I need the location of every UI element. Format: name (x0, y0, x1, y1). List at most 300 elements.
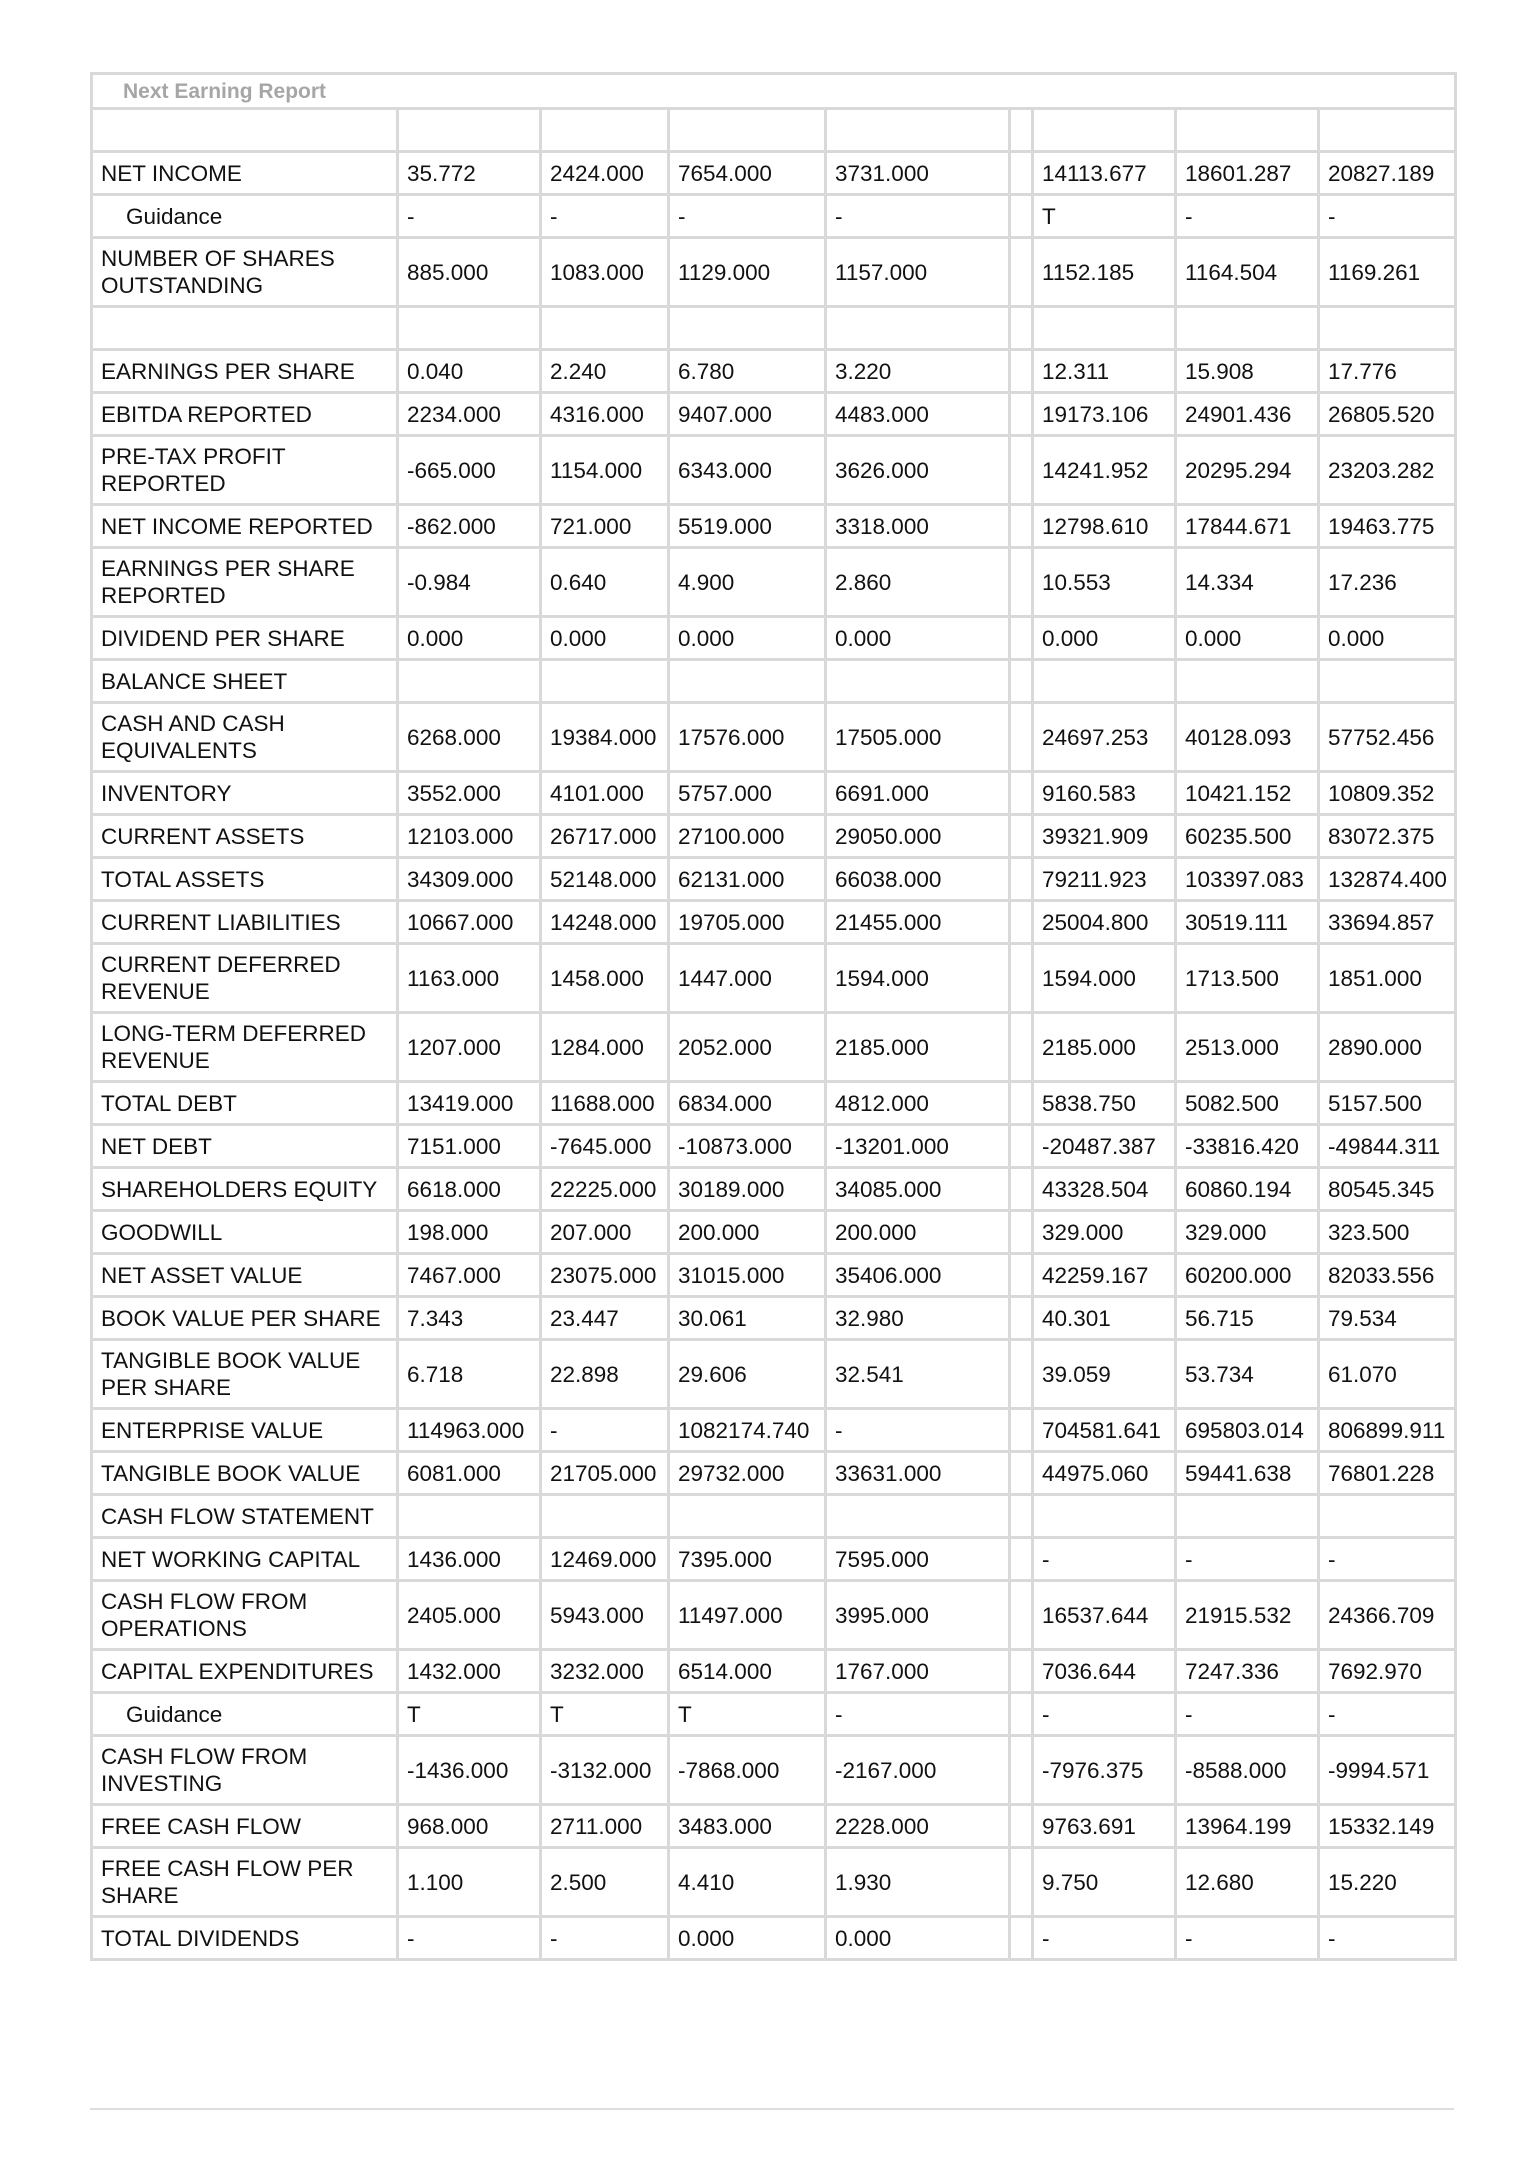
value-cell: 13419.000 (398, 1082, 541, 1125)
value-cell: 5838.750 (1033, 1082, 1176, 1125)
column-spacer (1010, 393, 1033, 436)
value-cell: -20487.387 (1033, 1125, 1176, 1168)
value-cell: 7692.970 (1319, 1650, 1456, 1693)
row-label: INVENTORY (92, 772, 398, 815)
value-cell: 32.980 (826, 1297, 1010, 1340)
value-cell: 79.534 (1319, 1297, 1456, 1340)
table-row (92, 1538, 1456, 1581)
column-spacer (1010, 350, 1033, 393)
value-cell: - (1319, 1917, 1456, 1960)
value-cell: 22.898 (541, 1340, 669, 1409)
value-cell (1033, 109, 1176, 152)
value-cell: 52148.000 (541, 858, 669, 901)
value-cell: 14113.677 (1033, 152, 1176, 195)
value-cell: 59441.638 (1176, 1452, 1319, 1495)
value-cell: 24901.436 (1176, 393, 1319, 436)
value-cell: 2.860 (826, 548, 1010, 617)
row-label: NET DEBT (92, 1125, 398, 1168)
value-cell: 4483.000 (826, 393, 1010, 436)
value-cell: 695803.014 (1176, 1409, 1319, 1452)
value-cell: 12.311 (1033, 350, 1176, 393)
column-spacer (1010, 1848, 1033, 1917)
value-cell: 53.734 (1176, 1340, 1319, 1409)
value-cell: -7645.000 (541, 1125, 669, 1168)
row-label: FREE CASH FLOW PER SHARE (92, 1848, 398, 1917)
value-cell: -862.000 (398, 505, 541, 548)
value-cell: -9994.571 (1319, 1736, 1456, 1805)
value-cell: 7654.000 (669, 152, 826, 195)
value-cell: 2052.000 (669, 1013, 826, 1082)
value-cell: 6.718 (398, 1340, 541, 1409)
value-cell: 0.000 (1319, 617, 1456, 660)
value-cell: 35.772 (398, 152, 541, 195)
value-cell: 60860.194 (1176, 1168, 1319, 1211)
value-cell: 7036.644 (1033, 1650, 1176, 1693)
value-cell: -33816.420 (1176, 1125, 1319, 1168)
value-cell: 2228.000 (826, 1805, 1010, 1848)
value-cell: 5157.500 (1319, 1082, 1456, 1125)
column-spacer (1010, 772, 1033, 815)
value-cell: 76801.228 (1319, 1452, 1456, 1495)
value-cell: 5519.000 (669, 505, 826, 548)
value-cell (1319, 109, 1456, 152)
column-spacer (1010, 238, 1033, 307)
value-cell: 17844.671 (1176, 505, 1319, 548)
row-label: PRE-TAX PROFIT REPORTED (92, 436, 398, 505)
row-label: TOTAL ASSETS (92, 858, 398, 901)
value-cell: 21915.532 (1176, 1581, 1319, 1650)
value-cell: - (1176, 1917, 1319, 1960)
row-label: EARNINGS PER SHARE (92, 350, 398, 393)
value-cell (398, 660, 541, 703)
value-cell: 10667.000 (398, 901, 541, 944)
column-spacer (1010, 1168, 1033, 1211)
value-cell: 10421.152 (1176, 772, 1319, 815)
value-cell: 6618.000 (398, 1168, 541, 1211)
value-cell: 83072.375 (1319, 815, 1456, 858)
value-cell: -0.984 (398, 548, 541, 617)
row-label: EBITDA REPORTED (92, 393, 398, 436)
value-cell: 200.000 (826, 1211, 1010, 1254)
table-row (92, 307, 1456, 350)
value-cell: 19705.000 (669, 901, 826, 944)
value-cell: 29.606 (669, 1340, 826, 1409)
table-row (92, 1254, 1456, 1297)
value-cell: 66038.000 (826, 858, 1010, 901)
value-cell: 42259.167 (1033, 1254, 1176, 1297)
table-row (92, 1805, 1456, 1848)
value-cell: 968.000 (398, 1805, 541, 1848)
value-cell: 207.000 (541, 1211, 669, 1254)
value-cell: 1767.000 (826, 1650, 1010, 1693)
value-cell: 56.715 (1176, 1297, 1319, 1340)
table-row (92, 617, 1456, 660)
value-cell: 721.000 (541, 505, 669, 548)
column-spacer (1010, 1254, 1033, 1297)
value-cell: 4.410 (669, 1848, 826, 1917)
column-spacer (1010, 1340, 1033, 1409)
row-label: CASH AND CASH EQUIVALENTS (92, 703, 398, 772)
value-cell: - (1319, 195, 1456, 238)
value-cell: 1284.000 (541, 1013, 669, 1082)
value-cell: -10873.000 (669, 1125, 826, 1168)
value-cell (541, 1495, 669, 1538)
value-cell: 27100.000 (669, 815, 826, 858)
value-cell: 10.553 (1033, 548, 1176, 617)
table-row (92, 703, 1456, 772)
column-spacer (1010, 1125, 1033, 1168)
value-cell: 4812.000 (826, 1082, 1010, 1125)
value-cell: 40128.093 (1176, 703, 1319, 772)
value-cell: 6343.000 (669, 436, 826, 505)
value-cell: 704581.641 (1033, 1409, 1176, 1452)
value-cell: 198.000 (398, 1211, 541, 1254)
column-spacer (1010, 436, 1033, 505)
row-label: NET WORKING CAPITAL (92, 1538, 398, 1581)
value-cell: 0.640 (541, 548, 669, 617)
column-spacer (1010, 1452, 1033, 1495)
table-row (92, 944, 1456, 1013)
value-cell (1319, 660, 1456, 703)
value-cell: 7395.000 (669, 1538, 826, 1581)
row-label: GOODWILL (92, 1211, 398, 1254)
value-cell: 1851.000 (1319, 944, 1456, 1013)
value-cell: 0.000 (1176, 617, 1319, 660)
table-row (92, 858, 1456, 901)
row-label: FREE CASH FLOW (92, 1805, 398, 1848)
value-cell: 79211.923 (1033, 858, 1176, 901)
value-cell: - (826, 195, 1010, 238)
value-cell: 4101.000 (541, 772, 669, 815)
value-cell: - (541, 195, 669, 238)
value-cell (398, 1495, 541, 1538)
value-cell: 30.061 (669, 1297, 826, 1340)
table-row (92, 1581, 1456, 1650)
value-cell: -7976.375 (1033, 1736, 1176, 1805)
value-cell (1319, 307, 1456, 350)
table-row (92, 901, 1456, 944)
value-cell: 34085.000 (826, 1168, 1010, 1211)
column-spacer (1010, 901, 1033, 944)
value-cell: 2513.000 (1176, 1013, 1319, 1082)
value-cell: 0.000 (541, 617, 669, 660)
value-cell: 61.070 (1319, 1340, 1456, 1409)
value-cell: - (1176, 1538, 1319, 1581)
value-cell: - (541, 1409, 669, 1452)
value-cell (1319, 1495, 1456, 1538)
value-cell (541, 307, 669, 350)
value-cell: 0.000 (669, 617, 826, 660)
value-cell: 35406.000 (826, 1254, 1010, 1297)
value-cell: 13964.199 (1176, 1805, 1319, 1848)
table-row (92, 1013, 1456, 1082)
value-cell (1033, 660, 1176, 703)
value-cell: T (398, 1693, 541, 1736)
row-label: NET INCOME REPORTED (92, 505, 398, 548)
report-title: Next Earning Report (92, 74, 1456, 109)
earnings-table (90, 72, 1457, 1961)
row-label: LONG-TERM DEFERRED REVENUE (92, 1013, 398, 1082)
column-spacer (1010, 1650, 1033, 1693)
value-cell: 3.220 (826, 350, 1010, 393)
column-spacer (1010, 1082, 1033, 1125)
value-cell: - (826, 1409, 1010, 1452)
value-cell: - (541, 1917, 669, 1960)
value-cell (1176, 660, 1319, 703)
column-spacer (1010, 152, 1033, 195)
value-cell: 2424.000 (541, 152, 669, 195)
value-cell: 1447.000 (669, 944, 826, 1013)
value-cell: 4.900 (669, 548, 826, 617)
value-cell (541, 109, 669, 152)
value-cell: 7595.000 (826, 1538, 1010, 1581)
table-row (92, 109, 1456, 152)
value-cell: 6834.000 (669, 1082, 826, 1125)
value-cell: 11688.000 (541, 1082, 669, 1125)
value-cell: 3626.000 (826, 436, 1010, 505)
value-cell: - (1319, 1693, 1456, 1736)
column-spacer (1010, 109, 1033, 152)
value-cell: 1082174.740 (669, 1409, 826, 1452)
column-spacer (1010, 1805, 1033, 1848)
value-cell: 6691.000 (826, 772, 1010, 815)
value-cell: 23203.282 (1319, 436, 1456, 505)
value-cell: 1154.000 (541, 436, 669, 505)
value-cell: -8588.000 (1176, 1736, 1319, 1805)
row-label: DIVIDEND PER SHARE (92, 617, 398, 660)
table-row (92, 1452, 1456, 1495)
row-label: TOTAL DEBT (92, 1082, 398, 1125)
row-label (92, 109, 398, 152)
value-cell: 21705.000 (541, 1452, 669, 1495)
table-row (92, 1650, 1456, 1693)
row-label: CASH FLOW STATEMENT (92, 1495, 398, 1538)
value-cell: T (541, 1693, 669, 1736)
table-row (92, 660, 1456, 703)
value-cell: 11497.000 (669, 1581, 826, 1650)
value-cell (1176, 109, 1319, 152)
table-row (92, 1409, 1456, 1452)
value-cell: 39.059 (1033, 1340, 1176, 1409)
value-cell: -665.000 (398, 436, 541, 505)
table-row (92, 152, 1456, 195)
row-label: TANGIBLE BOOK VALUE PER SHARE (92, 1340, 398, 1409)
column-spacer (1010, 548, 1033, 617)
value-cell: 23075.000 (541, 1254, 669, 1297)
row-label: NET ASSET VALUE (92, 1254, 398, 1297)
value-cell: -7868.000 (669, 1736, 826, 1805)
value-cell: 22225.000 (541, 1168, 669, 1211)
footer-divider (90, 2108, 1454, 2110)
value-cell: 3995.000 (826, 1581, 1010, 1650)
value-cell: 5082.500 (1176, 1082, 1319, 1125)
value-cell: 12.680 (1176, 1848, 1319, 1917)
column-spacer (1010, 703, 1033, 772)
value-cell: 30519.111 (1176, 901, 1319, 944)
value-cell: 60235.500 (1176, 815, 1319, 858)
value-cell: 6081.000 (398, 1452, 541, 1495)
column-spacer (1010, 660, 1033, 703)
value-cell: - (1033, 1693, 1176, 1736)
value-cell: 5757.000 (669, 772, 826, 815)
row-label: CAPITAL EXPENDITURES (92, 1650, 398, 1693)
value-cell: 34309.000 (398, 858, 541, 901)
value-cell: 1713.500 (1176, 944, 1319, 1013)
value-cell: 16537.644 (1033, 1581, 1176, 1650)
value-cell: - (398, 1917, 541, 1960)
column-spacer (1010, 1409, 1033, 1452)
value-cell: 6514.000 (669, 1650, 826, 1693)
value-cell: - (1176, 195, 1319, 238)
column-spacer (1010, 195, 1033, 238)
value-cell: 20295.294 (1176, 436, 1319, 505)
value-cell: 9160.583 (1033, 772, 1176, 815)
row-label: CURRENT DEFERRED REVENUE (92, 944, 398, 1013)
table-row (92, 393, 1456, 436)
value-cell: 0.000 (826, 617, 1010, 660)
value-cell: 1157.000 (826, 238, 1010, 307)
table-row (92, 1082, 1456, 1125)
value-cell: 1436.000 (398, 1538, 541, 1581)
value-cell: 23.447 (541, 1297, 669, 1340)
value-cell: 31015.000 (669, 1254, 826, 1297)
row-label: NUMBER OF SHARES OUTSTANDING (92, 238, 398, 307)
value-cell: - (669, 195, 826, 238)
value-cell (826, 307, 1010, 350)
value-cell: - (826, 1693, 1010, 1736)
value-cell: 2.500 (541, 1848, 669, 1917)
column-spacer (1010, 1211, 1033, 1254)
value-cell: 132874.400 (1319, 858, 1456, 901)
value-cell: 12798.610 (1033, 505, 1176, 548)
value-cell: 19173.106 (1033, 393, 1176, 436)
value-cell: 17505.000 (826, 703, 1010, 772)
value-cell: 5943.000 (541, 1581, 669, 1650)
table-row (92, 195, 1456, 238)
table-row (92, 238, 1456, 307)
value-cell: 17.776 (1319, 350, 1456, 393)
value-cell: 44975.060 (1033, 1452, 1176, 1495)
column-spacer (1010, 1538, 1033, 1581)
column-spacer (1010, 1917, 1033, 1960)
row-label: TANGIBLE BOOK VALUE (92, 1452, 398, 1495)
value-cell: -13201.000 (826, 1125, 1010, 1168)
row-label: Guidance (92, 1693, 398, 1736)
row-label: SHAREHOLDERS EQUITY (92, 1168, 398, 1211)
value-cell: 0.000 (398, 617, 541, 660)
value-cell: 329.000 (1176, 1211, 1319, 1254)
value-cell: 2890.000 (1319, 1013, 1456, 1082)
value-cell: 26717.000 (541, 815, 669, 858)
value-cell: - (1319, 1538, 1456, 1581)
value-cell: 18601.287 (1176, 152, 1319, 195)
value-cell (826, 109, 1010, 152)
value-cell: 14248.000 (541, 901, 669, 944)
value-cell: 4316.000 (541, 393, 669, 436)
value-cell (826, 660, 1010, 703)
value-cell (669, 660, 826, 703)
value-cell (826, 1495, 1010, 1538)
value-cell: 200.000 (669, 1211, 826, 1254)
value-cell: 9.750 (1033, 1848, 1176, 1917)
value-cell: 3483.000 (669, 1805, 826, 1848)
value-cell: 329.000 (1033, 1211, 1176, 1254)
value-cell: - (1176, 1693, 1319, 1736)
table-row (92, 436, 1456, 505)
value-cell: 7247.336 (1176, 1650, 1319, 1693)
value-cell: 15.220 (1319, 1848, 1456, 1917)
value-cell: -2167.000 (826, 1736, 1010, 1805)
value-cell: 2.240 (541, 350, 669, 393)
value-cell: 1163.000 (398, 944, 541, 1013)
table-row (92, 548, 1456, 617)
column-spacer (1010, 858, 1033, 901)
value-cell: 2185.000 (826, 1013, 1010, 1082)
column-spacer (1010, 1495, 1033, 1538)
value-cell: 15332.149 (1319, 1805, 1456, 1848)
value-cell (398, 307, 541, 350)
value-cell: 1.930 (826, 1848, 1010, 1917)
value-cell: 30189.000 (669, 1168, 826, 1211)
table-row (92, 1168, 1456, 1211)
value-cell: 33694.857 (1319, 901, 1456, 944)
row-label: ENTERPRISE VALUE (92, 1409, 398, 1452)
value-cell: 0.000 (669, 1917, 826, 1960)
value-cell: 1164.504 (1176, 238, 1319, 307)
value-cell: -1436.000 (398, 1736, 541, 1805)
value-cell: 1594.000 (1033, 944, 1176, 1013)
value-cell: - (1033, 1538, 1176, 1581)
value-cell: 14241.952 (1033, 436, 1176, 505)
value-cell: 17576.000 (669, 703, 826, 772)
row-label: CASH FLOW FROM OPERATIONS (92, 1581, 398, 1650)
row-label: CURRENT LIABILITIES (92, 901, 398, 944)
table-row (92, 1917, 1456, 1960)
value-cell: 1129.000 (669, 238, 826, 307)
row-label: CURRENT ASSETS (92, 815, 398, 858)
table-row (92, 815, 1456, 858)
value-cell: 806899.911 (1319, 1409, 1456, 1452)
value-cell: 103397.083 (1176, 858, 1319, 901)
value-cell: 57752.456 (1319, 703, 1456, 772)
value-cell: 43328.504 (1033, 1168, 1176, 1211)
value-cell: 39321.909 (1033, 815, 1176, 858)
value-cell: 1.100 (398, 1848, 541, 1917)
value-cell: 62131.000 (669, 858, 826, 901)
value-cell (541, 660, 669, 703)
row-label: NET INCOME (92, 152, 398, 195)
column-spacer (1010, 1693, 1033, 1736)
value-cell: 29732.000 (669, 1452, 826, 1495)
column-spacer (1010, 505, 1033, 548)
value-cell: - (1033, 1917, 1176, 1960)
column-spacer (1010, 1736, 1033, 1805)
value-cell: 2185.000 (1033, 1013, 1176, 1082)
value-cell: 1432.000 (398, 1650, 541, 1693)
row-label: TOTAL DIVIDENDS (92, 1917, 398, 1960)
value-cell: 9763.691 (1033, 1805, 1176, 1848)
value-cell: 24366.709 (1319, 1581, 1456, 1650)
value-cell: 14.334 (1176, 548, 1319, 617)
table-row (92, 350, 1456, 393)
title-row (92, 74, 1456, 109)
value-cell: 3318.000 (826, 505, 1010, 548)
value-cell: 33631.000 (826, 1452, 1010, 1495)
table-row (92, 1848, 1456, 1917)
table-row (92, 1125, 1456, 1168)
value-cell: 32.541 (826, 1340, 1010, 1409)
value-cell (669, 307, 826, 350)
